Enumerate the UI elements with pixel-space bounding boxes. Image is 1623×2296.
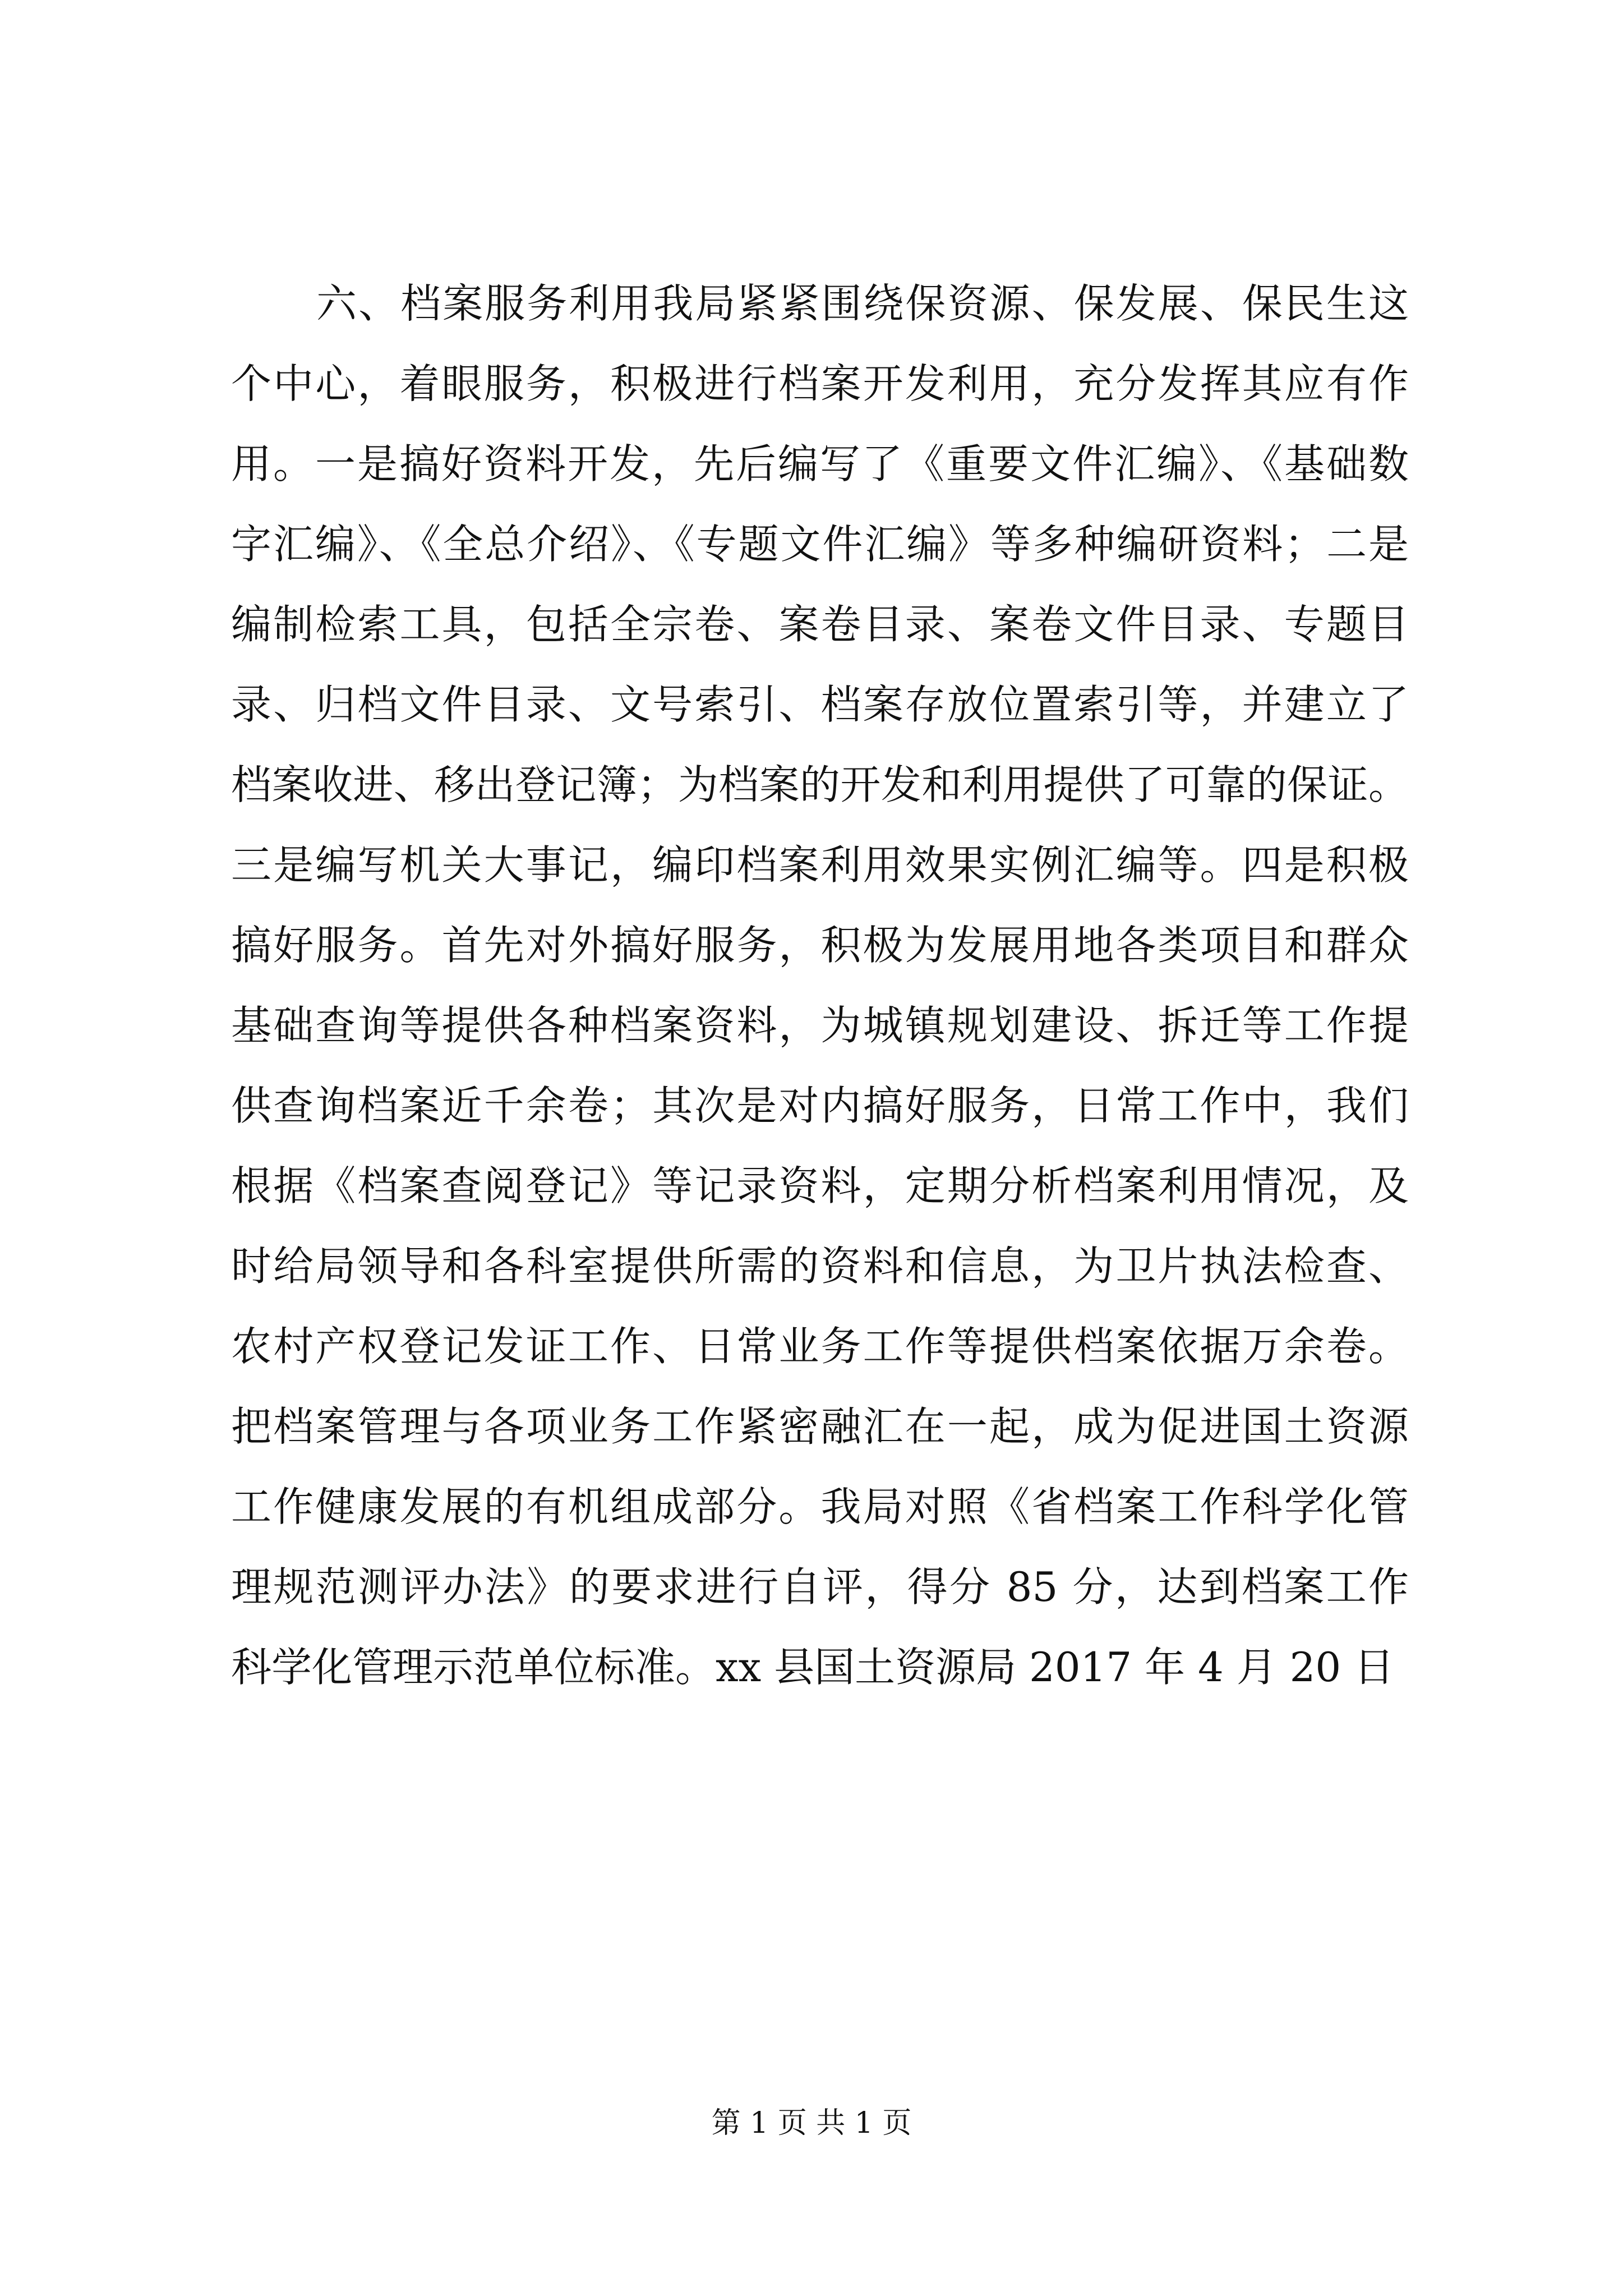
paragraph-line: 把档案管理与各项业务工作紧密融汇在一起，成为促进国土资源 bbox=[231, 1403, 1409, 1450]
page-footer bbox=[0, 2106, 1623, 2140]
paragraph-line: 六、档案服务利用我局紧紧围绕保资源、保发展、保民生这 bbox=[316, 280, 1409, 327]
paragraph-line: 工作健康发展的有机组成部分。我局对照《省档案工作科学化管 bbox=[231, 1483, 1409, 1530]
paragraph-line: 时给局领导和各科室提供所需的资料和信息，为卫片执法检查、 bbox=[231, 1243, 1409, 1290]
paragraph-line: 供查询档案近千余卷；其次是对内搞好服务，日常工作中，我们 bbox=[231, 1082, 1409, 1129]
paragraph-line: 录、归档文件目录、文号索引、档案存放位置索引等，并建立了 bbox=[231, 681, 1409, 728]
body-paragraph bbox=[231, 264, 1409, 1708]
paragraph-line: 三是编写机关大事记，编印档案利用效果实例汇编等。四是积极 bbox=[231, 841, 1409, 889]
paragraph-line: 档案收进、移出登记簿；为档案的开发和利用提供了可靠的保证。 bbox=[231, 761, 1409, 808]
paragraph-line: 字汇编》、《全总介绍》、《专题文件汇编》等多种编研资料；二是 bbox=[231, 521, 1409, 568]
paragraph-line: 理规范测评办法》的要求进行自评，得分 85 分，达到档案工作 bbox=[231, 1563, 1409, 1611]
paragraph-line: 农村产权登记发证工作、日常业务工作等提供档案依据万余卷。 bbox=[231, 1323, 1409, 1370]
paragraph-line: 基础查询等提供各种档案资料，为城镇规划建设、拆迁等工作提 bbox=[231, 1002, 1409, 1049]
paragraph-line: 搞好服务。首先对外搞好服务，积极为发展用地各类项目和群众 bbox=[231, 922, 1409, 969]
paragraph-line: 个中心，着眼服务，积极进行档案开发利用，充分发挥其应有作 bbox=[231, 360, 1409, 407]
paragraph-line: 根据《档案查阅登记》等记录资料，定期分析档案利用情况，及 bbox=[231, 1162, 1409, 1209]
paragraph-line: 编制检索工具，包括全宗卷、案卷目录、案卷文件目录、专题目 bbox=[231, 601, 1409, 648]
paragraph-line: 用。一是搞好资料开发，先后编写了《重要文件汇编》、《基础数 bbox=[231, 440, 1409, 487]
page-number: 第 1 页 共 1 页 bbox=[711, 2106, 912, 2140]
paragraph-line: 科学化管理示范单位标准。xx 县国土资源局 2017 年 4 月 20 日 bbox=[231, 1644, 1395, 1691]
